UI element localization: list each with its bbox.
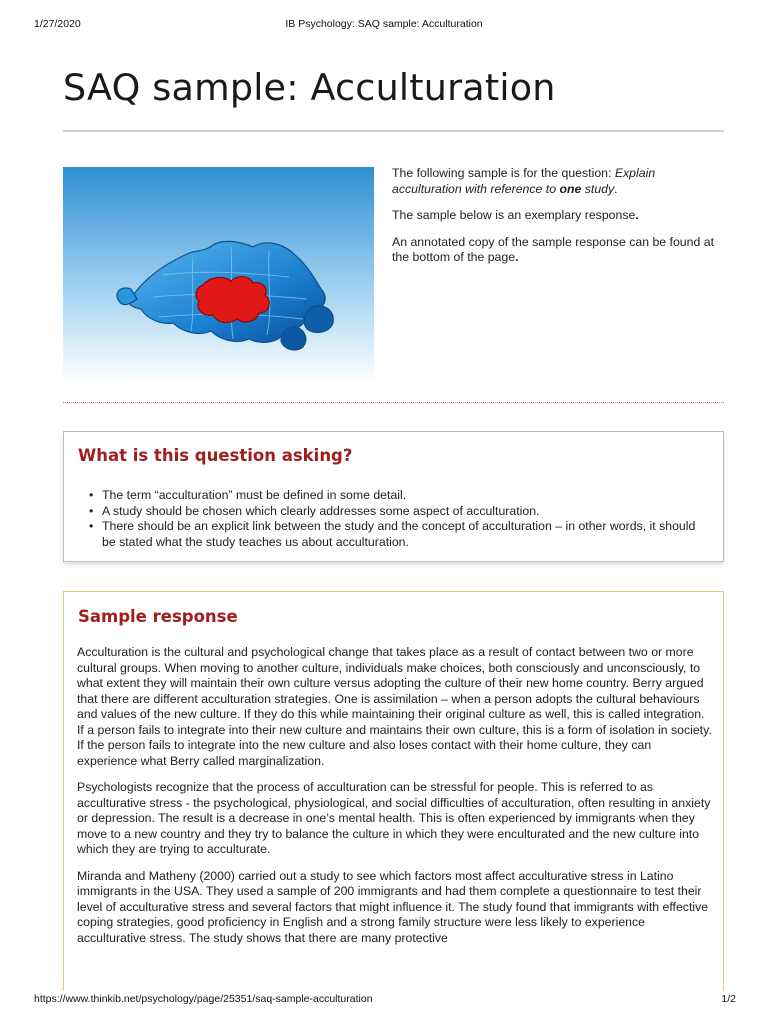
- sample-paragraph: Miranda and Matheny (2000) carried out a study to see which factors most affect acculturative stress in Latino immigrants in the USA. They used a sample of 200 immigrants and had them complete a questionnaire to test their level of acculturative stress and several factors that might influence it. The study found that immigrants with effective coping strategies, good proficiency in English and a strong family structure were less likely to experience acculturative stress. The study shows that there are many protective: [77, 868, 709, 945]
- print-header: [0, 14, 768, 32]
- bullet-icon: •: [89, 488, 94, 502]
- intro-text: [392, 166, 726, 277]
- question-text: Explain acculturation with reference to one study: [392, 166, 656, 196]
- puzzle-pieces-image: [63, 167, 374, 383]
- sample-response-body: [77, 645, 713, 957]
- bullet-icon: •: [89, 503, 94, 518]
- question-criteria-list: [89, 488, 712, 550]
- list-item: • The term “acculturation” must be defined in some detail.: [89, 488, 407, 502]
- title-divider: [63, 130, 724, 132]
- section-divider: [63, 402, 724, 403]
- question-box: [63, 431, 724, 562]
- intro-exemplary-paragraph: The sample below is an exemplary response.: [392, 208, 639, 222]
- page-title: SAQ sample: Acculturation: [63, 66, 556, 109]
- sample-paragraph: Psychologists recognize that the process of acculturation can be stressful for people. This is referred to as acculturative stress - the psychological, physiological, and social difficulties of acculturation, often resulting in anxiety or depression. The result is a decrease in one’s mental health. This is often experienced by immigrants when they move to a new country and they try to balance the culture in which they were enculturated and the new culture into which they are trying to acculturate.: [77, 780, 711, 856]
- list-item: • There should be an explicit link between the study and the concept of acculturation – in other words, it should be stated what the study teaches us about acculturation.: [89, 519, 696, 549]
- question-box-heading: What is this question asking?: [78, 446, 353, 465]
- puzzle-pieces-icon: [63, 167, 374, 383]
- list-item: • A study should be chosen which clearly addresses some aspect of acculturation.: [89, 503, 540, 518]
- intro-question-paragraph: The following sample is for the question: Explain acculturation with reference to one study.: [392, 166, 656, 196]
- page-number: 1/2: [721, 993, 736, 1005]
- sample-paragraph: Acculturation is the cultural and psychological change that takes place as a result of contact between two or more cultural groups. When moving to another culture, individuals make choices, both consciously and unconsciously, to what extent they will maintain their own culture versus adopting the culture of their new home country. Berry argued that there are different acculturation strategies. One is assimilation – when a person adopts the cultural behaviours and values of the new culture. If they do this while maintaining their original culture as well, this is called integration. If a person fails to integrate into their new culture and maintains their own culture, this is a form of isolation in society. If the person fails to integrate into the new culture and also loses contact with their home culture, they can experience what Berry called marginalization.: [77, 645, 712, 768]
- sample-response-heading: Sample response: [78, 607, 238, 626]
- page-url: https://www.thinkib.net/psychology/page/25351/saq-sample-acculturation: [34, 993, 373, 1005]
- intro-annotated-paragraph: An annotated copy of the sample response can be found at the bottom of the page.: [392, 234, 714, 264]
- print-date: 1/27/2020: [34, 18, 81, 30]
- sample-response-box: [63, 591, 724, 991]
- print-document-title: IB Psychology: SAQ sample: Acculturation: [285, 18, 483, 30]
- bullet-icon: •: [89, 519, 94, 533]
- print-footer: [0, 993, 768, 1009]
